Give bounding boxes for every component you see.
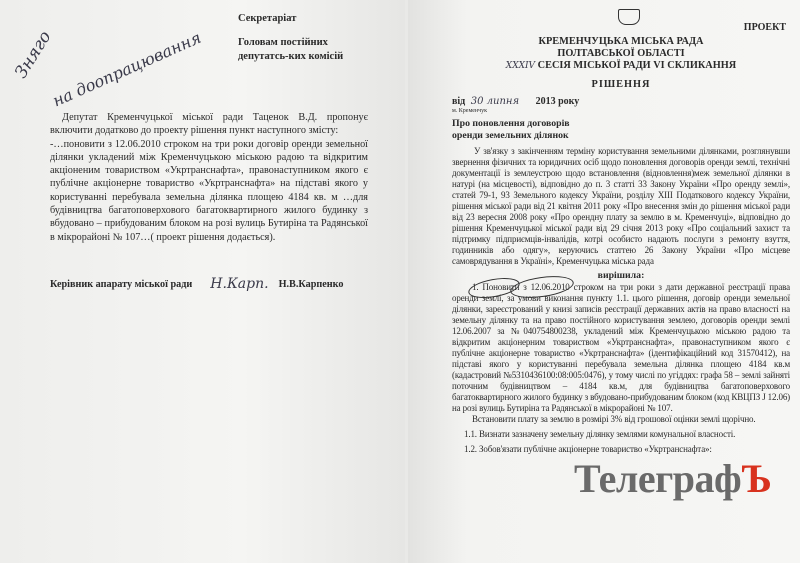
decided-heading: вирішила:	[597, 270, 645, 281]
session-title: СЕСІЯ МІСЬКОЇ РАДИ VI СКЛИКАННЯ	[537, 60, 737, 71]
watermark-logo	[452, 456, 790, 501]
city: м. Кременчук	[452, 108, 488, 114]
coat-of-arms-icon	[618, 9, 640, 25]
draft-stamp: ПРОЕКТ	[743, 22, 786, 33]
decision-subject: Про поновлення договорів оренди земельних ділянок	[452, 118, 570, 141]
top-row	[452, 6, 790, 36]
handwritten-note-line-2: на доопрацювання	[49, 27, 204, 111]
item-1-fee: Встановити плату за землю в розмірі 3% від грошової оцінки землі щорічно.	[472, 414, 756, 424]
preamble: У зв'язку з закінченням терміну користування земельними ділянками, розглянувши звернення фізичних та юридичних осіб щодо поновлення договорів оренди землі, технічні документації із землеустрою щодо встановлення (відновлення)меж земельної ділянки в натурі (на місцевості), відповідно до п. 3 статті 33 Закону України «Про оренду землі», статей 79-1, 93 Земельного кодексу України, розділу XIII Податкового кодексу України, рішення міської ради від 21 квітня 2011 року «Про внесення змін до рішення міської ради від 23 вересня 2008 року «Про орендну плату за землю в м. Кременчуці», відповідно до рішення Кременчуцької міської ради від 29 січня 2013 року «Про соціальний захист та підтримку підприємців-інвалідів, котрі особисто надають послуги з ремонту взуття, годинників або одягу», керуючись статтею 26 Закону України «Про місцеве самоврядування в Україні», Кременчуцька міська рада	[452, 146, 790, 266]
right-page-decision	[408, 0, 800, 563]
org-region: ПОЛТАВСЬКОЇ ОБЛАСТІ	[557, 48, 685, 59]
item-1-2: 1.2. Зобов'язати публічне акціонерне товариство «Укртранснафта»:	[464, 444, 712, 454]
date-handwritten: 30 липня	[470, 96, 520, 107]
signature: Н.Карп.	[210, 276, 269, 292]
memo-intro: Депутат Кременчуцької міської ради Таценок В.Д. пропонує включити додатково до проекту рішення пункт наступного змісту:	[50, 112, 368, 137]
memo-body	[50, 111, 368, 244]
item-1: 1. Поновити з 12.06.2010 строком на три роки з дати державної реєстрації права оренди землі, за умови виконання пункту 1.1. цього рішення, договір оренди земельної ділянки, зареєстрований у книзі записів реєстрації державних актів на право власності на земельну ділянку та на право постійного користування землею, договорів оренди землі 12.06.2007 за №040754800238, укладений між Кременчуцькою міською радою та відкритим акціонерним товариством «Укртранснафта», правонаступником якого є публічне акціонерне товариство «Укртранснафта» (ідентифікаційний код 31570412), на підставі якого у користуванні перебувала земельна ділянка площею 4184 кв.м (кадастровий №5310436100:08:005:0476), у тому числі по угіддях: графа 58 – землі зайняті поточним будівництвом – 4184 кв.м, для будівництва багатоповерхового багатоквартирного жилого будинку з вбудовано-прибудованим блоком (код КВЦПЗ J 12.06) на розі вулиць Бутиріна та Радянської в мікрорайоні № 107.	[452, 282, 791, 413]
org-name: КРЕМЕНЧУЦЬКА МІСЬКА РАДА	[538, 36, 704, 47]
memo-proposal: -…поновити з 12.06.2010 строком на три роки договір оренди земельної ділянки укладений між Кременчуцькою міською радою та відкритим акціоненим товариством «Укртранснафта», правонаступником якого є публічне акціонерне товариство «Укртранснафта» на підставі якого у користуванні перебувала земельна ділянка площею 4184 кв. м …для будівництва багатоповерхового багатоквартирного жилого будинку з вбудовано – прибудованим блоком на розі вулиць Бутиріна та Радянської в мікрорайоні № 107…( проект рішення додається).	[50, 138, 368, 243]
watermark-text: ТелеграфЪ	[574, 456, 772, 501]
signature-line	[50, 276, 380, 292]
session-line	[452, 60, 790, 72]
item-1-1: 1.1. Визнати зазначену земельну ділянку землями комунальної власності.	[464, 429, 736, 439]
addressee-secretariat: Секретаріат	[238, 13, 297, 24]
handwritten-note-line-1: Зняго	[11, 27, 56, 83]
org-header	[452, 36, 790, 72]
doc-type: РІШЕННЯ	[591, 79, 651, 90]
date-year: 2013 року	[535, 96, 580, 107]
signer-name: Н.В.Карпенко	[278, 278, 344, 290]
addressee-committees: Головам постійних депутатсь-ких комісій	[238, 37, 344, 62]
item-1-block	[452, 282, 790, 414]
date-line	[452, 96, 790, 108]
signer-title: Керівник апарату міської ради	[50, 278, 193, 290]
session-number: XXXIV	[505, 61, 536, 71]
date-prefix: від	[452, 96, 466, 107]
